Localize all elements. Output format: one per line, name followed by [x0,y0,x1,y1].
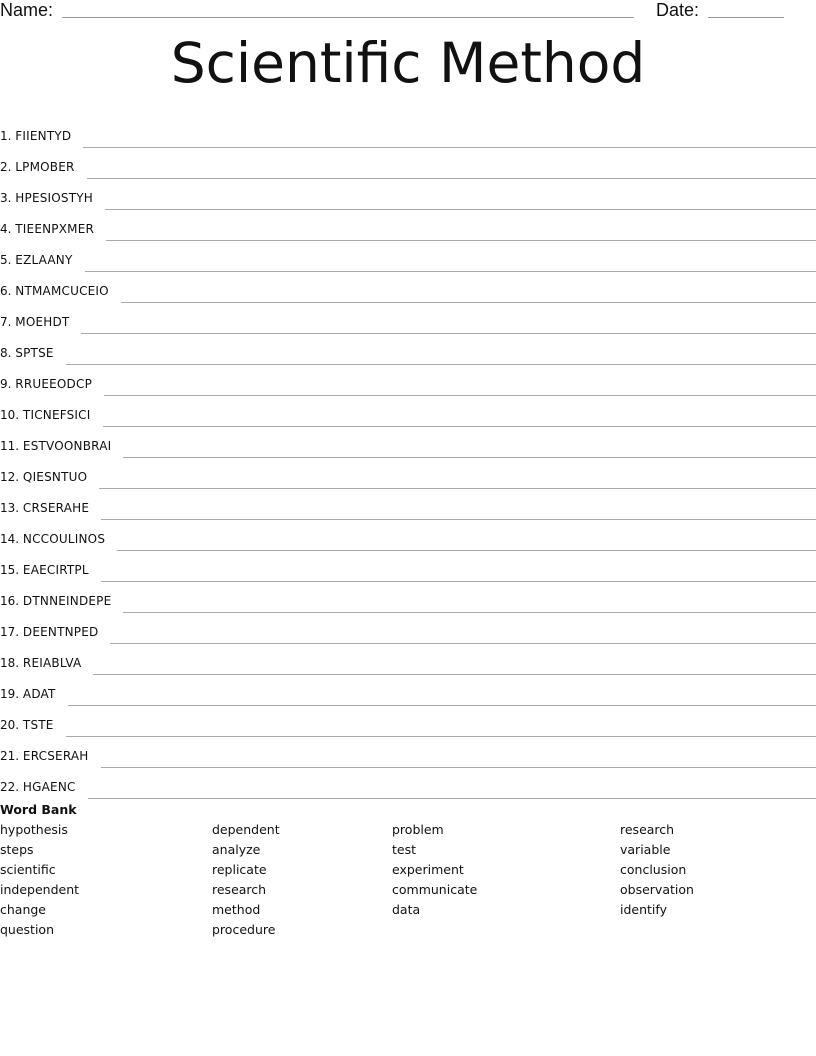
question-number: 7. [0,315,12,329]
answer-line[interactable] [105,208,816,210]
page-title: Scientific Method [170,31,646,95]
word-bank-column [212,820,280,940]
answer-line[interactable] [117,549,816,551]
answer-line[interactable] [83,146,816,148]
answer-line[interactable] [81,332,816,334]
question-number: 4. [0,222,12,236]
scrambled-word: QIESNTUO [22,470,88,484]
word-bank-item: variable [620,842,671,857]
word-bank-item: research [212,882,267,897]
question-number: 22. [0,780,20,794]
question-number: 6. [0,284,12,298]
scrambled-word: CRSERAHE [22,501,90,515]
word-bank-item: communicate [392,882,478,897]
word-bank-column [0,820,79,940]
word-bank-column [392,820,477,920]
answer-line[interactable] [101,518,816,520]
question-number: 9. [0,377,12,391]
answer-line[interactable] [87,177,816,179]
date-field[interactable] [708,17,784,18]
question-number: 15. [0,563,20,577]
word-bank-title: Word Bank [0,802,77,817]
word-bank-item: scientific [0,862,56,877]
word-bank-item: analyze [212,842,261,857]
word-bank-column [620,820,694,920]
question-number: 21. [0,749,20,763]
answer-line[interactable] [88,797,816,799]
question-number: 8. [0,346,12,360]
worksheet-header [0,0,816,24]
question-number: 20. [0,718,20,732]
scrambled-word: ADAT [22,687,56,701]
scrambled-word: NCCOULINOS [22,532,106,546]
name-label: Name: [0,0,54,20]
word-bank-item: question [0,922,55,937]
word-bank-item: method [212,902,261,917]
scrambled-word: ERCSERAH [22,749,89,763]
answer-line[interactable] [101,766,816,768]
date-label: Date: [656,0,700,20]
scrambled-word: EAECIRTPL [22,563,89,577]
question-number: 14. [0,532,20,546]
question-number: 10. [0,408,20,422]
word-bank-item: data [392,902,421,917]
word-bank-item: replicate [212,862,267,877]
answer-line[interactable] [104,394,816,396]
question-number: 18. [0,656,20,670]
word-bank-item: dependent [212,822,280,837]
question-number: 17. [0,625,20,639]
word-bank-item: problem [392,822,444,837]
question-number: 1. [0,129,12,143]
word-bank [0,800,816,940]
answer-line[interactable] [123,456,816,458]
answer-line[interactable] [66,363,816,365]
scrambled-word: TSTE [22,718,54,732]
scrambled-word: HGAENC [22,780,76,794]
scrambled-word: EZLAANY [15,253,73,267]
word-bank-item: test [392,842,417,857]
answer-line[interactable] [110,642,816,644]
scrambled-word: TIEENPXMER [15,222,95,236]
word-bank-item: experiment [392,862,464,877]
question-number: 16. [0,594,20,608]
scrambled-word: ESTVOONBRAI [22,439,112,453]
question-row [0,112,816,143]
scrambled-word: MOEHDT [15,315,70,329]
question-number: 13. [0,501,20,515]
word-bank-item: independent [0,882,80,897]
scrambled-word: HPESIOSTYH [15,191,94,205]
scrambled-word: RRUEEODCP [15,377,93,391]
word-bank-item: change [0,902,47,917]
question-number: 2. [0,160,12,174]
answer-line[interactable] [106,239,816,241]
scrambled-word: DTNNEINDEPE [22,594,112,608]
word-bank-item: procedure [212,922,276,937]
word-bank-item: steps [0,842,34,857]
answer-line[interactable] [123,611,816,613]
answer-line[interactable] [68,704,816,706]
question-number: 19. [0,687,20,701]
word-bank-item: conclusion [620,862,687,877]
word-bank-item: identify [620,902,667,917]
answer-line[interactable] [85,270,816,272]
answer-line[interactable] [103,425,816,427]
question-number: 3. [0,191,12,205]
question-number: 5. [0,253,12,267]
answer-line[interactable] [121,301,816,303]
word-bank-item: observation [620,882,694,897]
answer-line[interactable] [101,580,816,582]
word-bank-item: hypothesis [0,822,68,837]
name-field[interactable] [62,17,634,18]
question-number: 11. [0,439,20,453]
scrambled-word: SPTSE [15,346,54,360]
scrambled-word: LPMOBER [15,160,75,174]
answer-line[interactable] [66,735,816,737]
scrambled-word: NTMAMCUCEIO [15,284,109,298]
word-bank-grid [0,820,816,940]
scrambled-word: TICNEFSICI [22,408,91,422]
scrambled-word: DEENTNPED [22,625,99,639]
question-list [0,112,816,794]
word-bank-item: research [620,822,675,837]
question-number: 12. [0,470,20,484]
answer-line[interactable] [99,487,816,489]
answer-line[interactable] [93,673,816,675]
scrambled-word: FIIENTYD [15,129,72,143]
scrambled-word: REIABLVA [22,656,82,670]
